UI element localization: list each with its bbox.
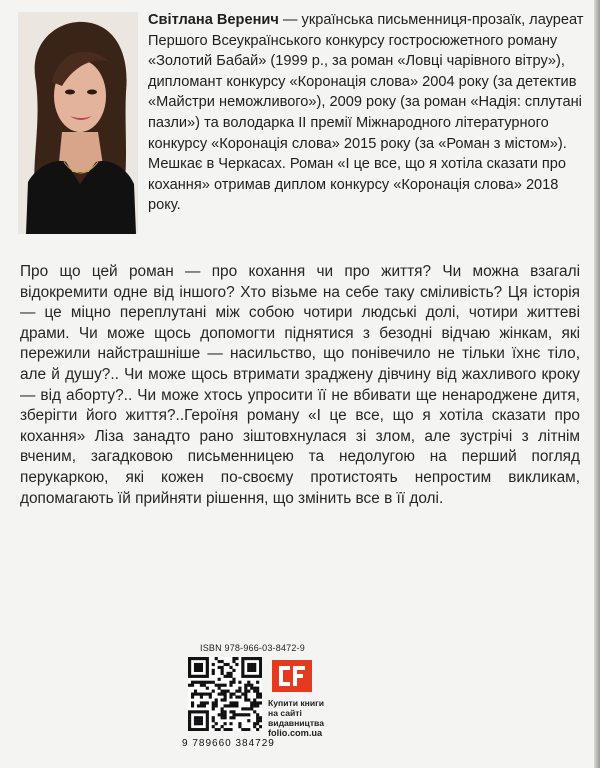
author-name: Світлана Веренич	[148, 12, 279, 28]
publisher-logo	[272, 660, 312, 692]
buy-line-2: на сайті	[268, 708, 302, 718]
qr-code	[188, 657, 262, 731]
isbn-label: ISBN 978-966-03-8472-9	[200, 643, 305, 653]
buy-note	[268, 698, 348, 738]
qr-code-image	[188, 657, 262, 731]
buy-line-3: видавництва	[268, 718, 324, 728]
author-bio	[148, 10, 588, 216]
author-portrait-image	[18, 12, 138, 234]
author-bio-text: — українська письменниця-прозаїк, лауреат Першого Всеукраїнського конкурсу гостросюжетного роману «Золотий Бабай» (1999 р., за роман «Ловці чарівного вітру»), дипломант конкурсу «Коронація слова» 2004 року (за детектив «Майстри неможливого»), 2009 року (за роман «Надія: сплутані пазли») та володарка ІІ премії Міжнародного літературного конкурсу «Коронація слова» 2015 року (за «Роман з містом»). Мешкає в Черкасах. Роман «І це все, що я хотіла сказати про кохання» отримав диплом конкурсу «Коронація слова» 2018 року.	[148, 12, 584, 214]
barcode-digits: 9 789660 384729	[182, 738, 275, 749]
publisher-logo-icon	[275, 662, 309, 690]
page-edge	[594, 0, 600, 768]
author-photo	[18, 12, 138, 234]
synopsis-text: Про що цей роман — про кохання чи про життя? Чи можна взагалі відокремити одне від іншого? Хто візьме на себе таку сміливість? Ця історія — це міцно переплутані між собою чотири людські долі, чотири життеві драми. Чи може щось допомогти піднятися з безодні відчаю жінкам, які пережили найстрашніше — насильство, що понівечило не тільки їхнє тіло, але й душу?.. Чи може щось втримати зраджену дівчину від жахливого кроку — від аборту?.. Чи може хтось упросити її не вбивати ще ненароджене дитя, зберігти його життя?..Героїня роману «І це все, що я хотіла сказати про кохання» Ліза занадто рано зіштовхнулася зі злом, але зустрічі з літнім вченим, загадковою письменницею та недолугою на перший погляд перукаркою, які кожен по-своєму протистоять непростим викликам, допомагають їй прийняти рішення, що змінить все в її долі.	[20, 263, 580, 507]
buy-line-1: Купити книги	[268, 698, 325, 708]
publisher-site[interactable]: folio.com.ua	[268, 728, 323, 738]
book-synopsis	[20, 262, 580, 509]
